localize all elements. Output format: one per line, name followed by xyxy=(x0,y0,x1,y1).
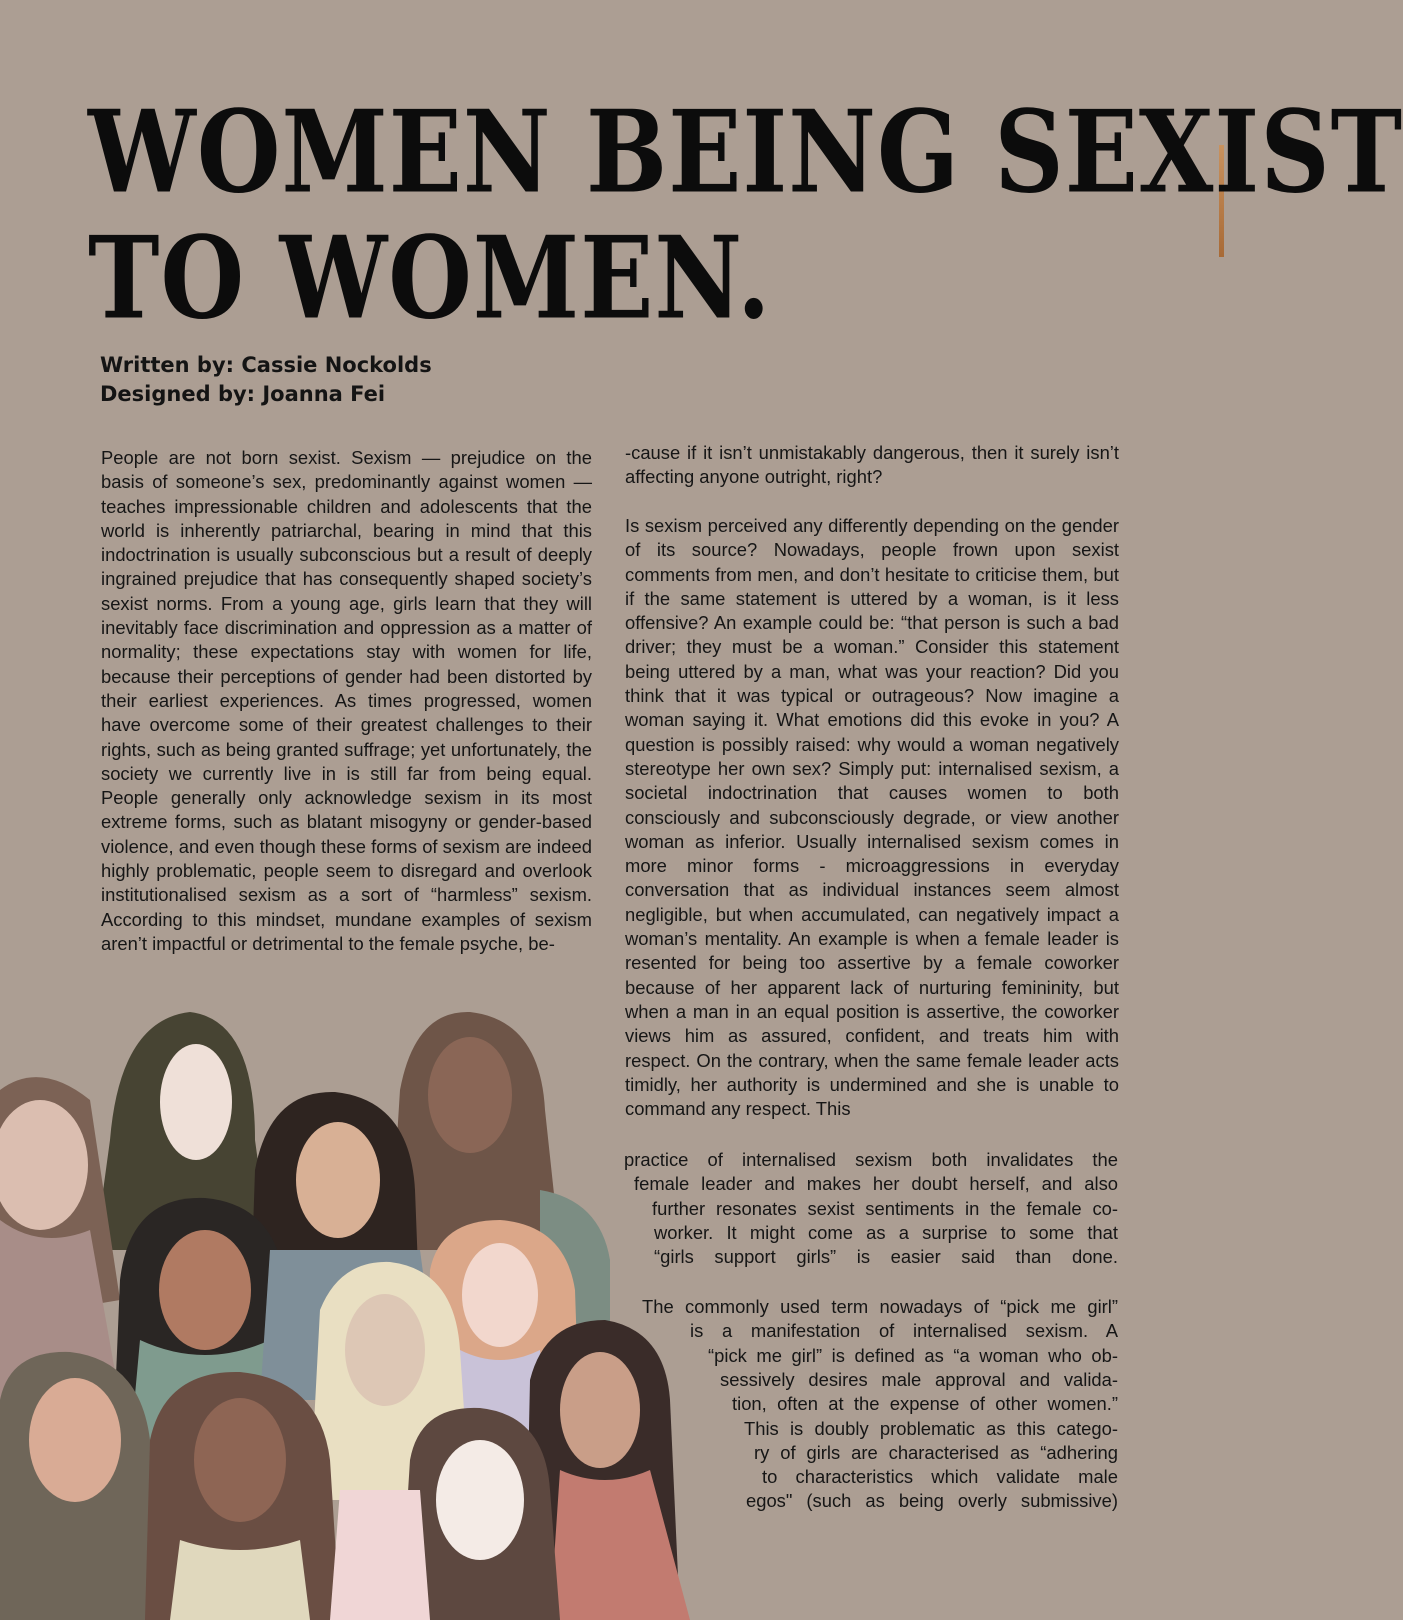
article-title-line-1: WOMEN BEING SEXIST xyxy=(88,85,1403,219)
women-group-illustration xyxy=(0,1020,720,1620)
body-line: “girls support girls” is easier said than done. xyxy=(654,1246,1118,1268)
body-line: The commonly used term nowadays of “pick me girl” xyxy=(642,1296,1118,1317)
designer-credit: Designed by: Joanna Fei xyxy=(100,382,386,406)
body-column-right-main: Is sexism perceived any differently depending on the gender of its source? Nowadays, people frown upon sexist comments from men, and don’t hesitate to criticise them, but if the same statement is uttered by a woman, is it less offensive? An example could be: “that person is such a bad driver; they must be a woman.” Consider this statement being uttered by a man, what was your reaction? Did you think that it was typical or outrageous? Now imagine a woman saying it. What emotions did this evoke in you? A question is possibly raised: why would a woman negatively stereotype her own sex? Simply put: internalised sexism, a societal indoctrination that causes women to both consciously and subconsciously degrade, or view another woman as inferior. Usually internalised sexism comes in more minor forms - microaggressions in everyday conversation that as individual instances seem almost negligible, but when accumulated, can negatively impact a woman’s mentality. An example is when a female leader is resented for being too assertive by a female coworker because of her apparent lack of nurturing femininity, but when a man in an equal position is assertive, the coworker views him as assured, confident, and treats him with respect. On the contrary, when the same female leader acts timidly, her authority is undermined and she is unable to command any respect. This xyxy=(625,515,1119,1120)
body-line: ry of girls are characterised as “adhering xyxy=(754,1441,1118,1463)
body-line: This is doubly problematic as this catego- xyxy=(744,1417,1118,1439)
author-credit: Written by: Cassie Nockolds xyxy=(100,353,432,377)
body-line: practice of internalised sexism both invalidates the xyxy=(624,1149,1118,1170)
body-line: is a manifestation of internalised sexism. A xyxy=(690,1320,1118,1342)
body-line: female leader and makes her doubt herself, and also xyxy=(634,1173,1118,1195)
article-title-line-2: TO WOMEN. xyxy=(88,211,772,345)
body-line: further resonates sexist sentiments in the female co- xyxy=(652,1197,1118,1219)
body-line: worker. It might come as a surprise to some that xyxy=(654,1221,1118,1243)
body-line: to characteristics which validate male xyxy=(762,1466,1118,1488)
body-column-right-top: -cause if it isn’t unmistakably dangerous, then it surely isn’t affecting anyone outright, right? xyxy=(625,442,1119,488)
body-line: sessively desires male approval and valida- xyxy=(720,1368,1118,1390)
body-column-left: People are not born sexist. Sexism — prejudice on the basis of someone’s sex, predominantly against women — teaches impressionable children and adolescents that the world is inherently patriarchal, bearing in mind that this indoctrination is usually subconscious but a result of deeply ingrained prejudice that has consequently shaped society’s sexist norms. From a young age, girls learn that they will inevitably face discrimination and oppression as a matter of normality; these expectations stay with women for life, because their perceptions of gender had been distorted by their earliest experiences. As times progressed, women have overcome some of their greatest challenges to their rights, such as being granted suffrage; yet unfortunately, the society we currently live in is still far from being equal. People generally only acknowledge sexism in its most extreme forms, such as blatant misogyny or gender-based violence, and even though these forms of sexism are indeed highly problematic, people seem to disregard and overlook institutionalised sexism as a sort of “harmless” sexism. According to this mindset, mundane examples of sexism aren’t impactful or detrimental to the female psyche, be- xyxy=(101,447,592,954)
body-line: tion, often at the expense of other women.” xyxy=(732,1393,1118,1415)
body-line: “pick me girl” is defined as “a woman who ob- xyxy=(708,1344,1118,1366)
body-line: egos" (such as being overly submissive) xyxy=(746,1490,1118,1512)
